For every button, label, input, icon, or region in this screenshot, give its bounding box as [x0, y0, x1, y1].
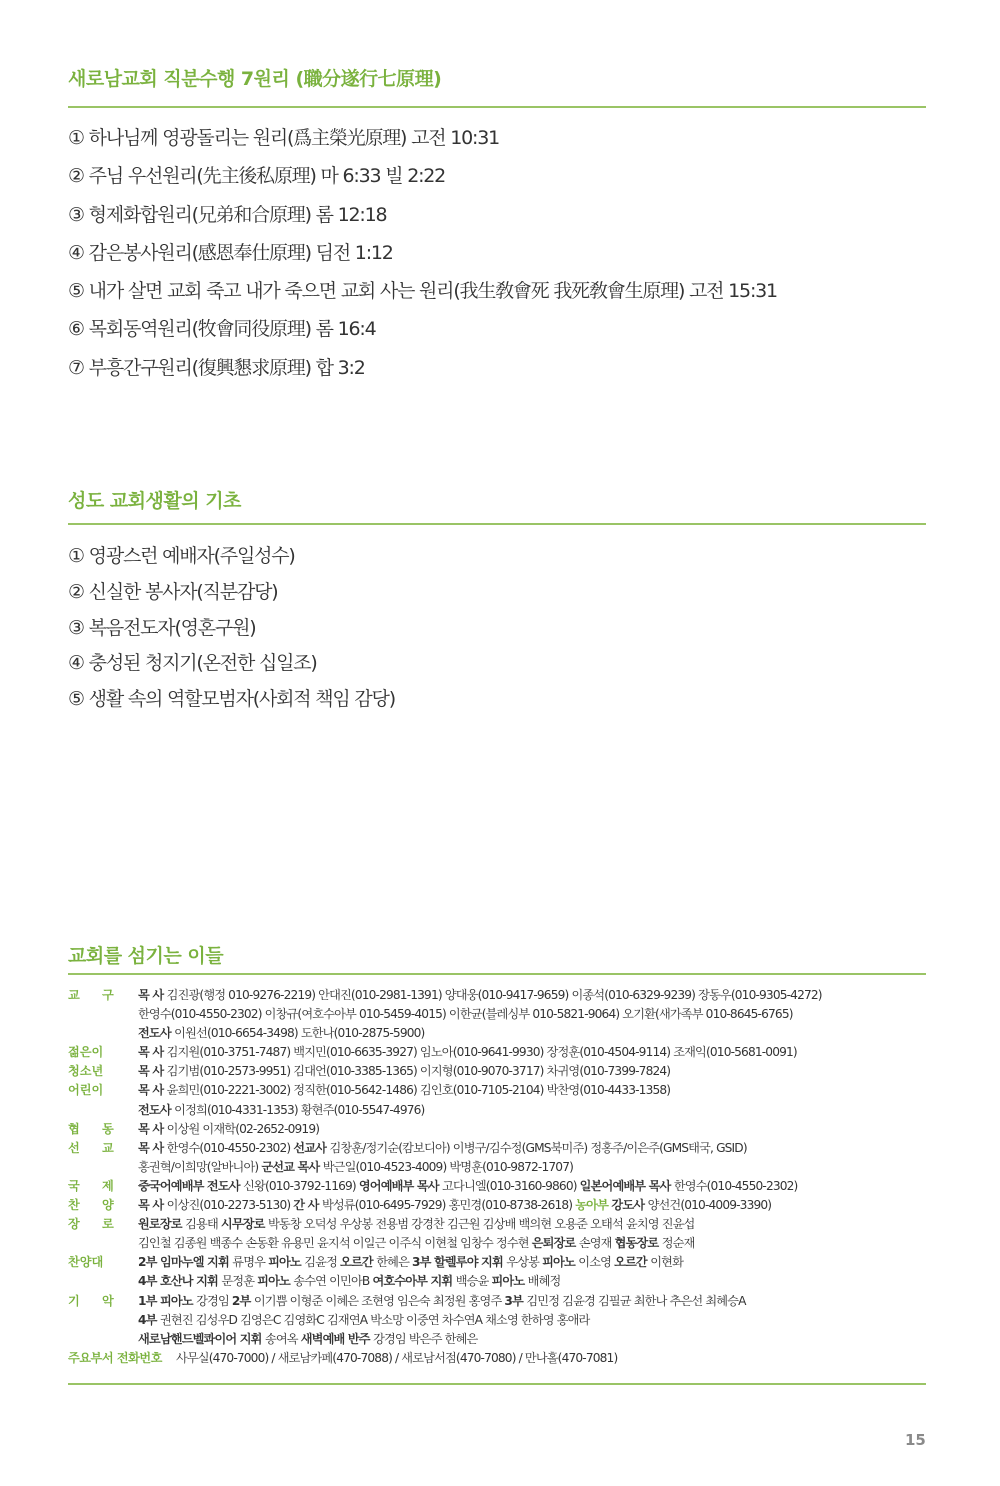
staff-row: [68, 1177, 928, 1196]
staff-role: 간 사: [293, 1198, 322, 1213]
basics-list: [68, 539, 395, 718]
staff-row: [68, 1196, 928, 1215]
staff-row: [68, 1253, 928, 1291]
staff-role: 일본어예배부 목사: [579, 1178, 674, 1193]
staff-role: 피아노: [542, 1255, 579, 1270]
staff-line: [138, 1081, 928, 1100]
staff-names: 한영수(010-4550-2302) 이창규(여호수아부 010-5459-4015) 이한균(블레싱부 010-5821-9064) 오기환(새가족부 010-8645-6765): [138, 1007, 793, 1022]
staff-names: 한영수(010-4550-2302): [166, 1140, 294, 1155]
staff-role: 선교사: [293, 1140, 330, 1155]
staff-role: 새로남핸드벨콰이어 지휘: [138, 1331, 265, 1346]
staff-names: 김용태: [185, 1217, 221, 1232]
staff-names: 우상봉: [506, 1255, 543, 1270]
staff-row-lines: [138, 1196, 928, 1215]
staff-directory: [68, 986, 928, 1368]
staff-names: 배혜정: [527, 1274, 561, 1289]
list-item: ⑦ 부흥간구원리(復興懇求原理) 합 3:2: [68, 356, 365, 379]
staff-role: 여호수아부 지휘: [372, 1274, 456, 1289]
staff-names: 이원선(010-6654-3498) 도한나(010-2875-5900): [174, 1026, 425, 1041]
list-item: ② 신실한 봉사자(직분감당): [68, 580, 278, 603]
list-item: ⑥ 목회동역원리(牧會同役原理) 롬 16:4: [68, 318, 376, 341]
staff-names: 이상진(010-2273-5130): [166, 1198, 294, 1213]
staff-role: 오르간: [614, 1255, 651, 1270]
staff-row: [68, 1043, 928, 1062]
staff-role: 목 사: [138, 1198, 167, 1213]
staff-names: 이상원 이재학(02-2652-0919): [166, 1121, 320, 1136]
staff-names: 이정희(010-4331-1353) 황현주(010-5547-4976): [174, 1102, 425, 1117]
staff-names: 박근일(010-4523-4009) 박명훈(010-9872-1707): [322, 1159, 573, 1174]
staff-role: 중국어예배부 전도사: [138, 1178, 244, 1193]
staff-role: 전도사: [138, 1026, 175, 1041]
principles-list: [68, 119, 777, 387]
basics-divider: [68, 523, 926, 525]
staff-row-label: 선 교: [68, 1140, 123, 1155]
staff-row-lines: [138, 1292, 928, 1349]
staff-names: 한혜은: [376, 1255, 413, 1270]
phone-row: [68, 1349, 928, 1368]
staff-names: 김민정 김윤경 김필균 최한나 추은선 최혜승A: [526, 1293, 746, 1308]
list-item: ④ 감은봉사원리(感恩奉仕原理) 딤전 1:12: [68, 241, 393, 264]
staff-names: 이기쁨 이형준 이혜은 조현영 임은숙 최정원 홍영주: [253, 1293, 505, 1308]
phone-numbers: 사무실(470-7000) / 새로남카페(470-7088) / 새로남서점(470-7080) / 만나홀(470-7081): [175, 1350, 618, 1365]
staff-role: 목 사: [138, 1064, 167, 1079]
basics-title: 성도 교회생활의 기초: [68, 490, 241, 512]
staff-role: 4부 호산나 지휘: [138, 1274, 222, 1289]
principles-title: 새로남교회 직분수행 7원리 (職分遂行七原理): [68, 68, 442, 90]
staff-row: [68, 1062, 928, 1081]
staff-role: 피아노: [257, 1274, 294, 1289]
staff-row-lines: [138, 1081, 928, 1119]
staff-line: [138, 1253, 928, 1272]
staff-line: [138, 1234, 928, 1253]
staff-row: [68, 1081, 928, 1119]
list-item: ⑤ 내가 살면 교회 죽고 내가 죽으면 교회 사는 원리(我生敎會死 我死敎會生原理) 고전 15:31: [68, 280, 777, 303]
staff-row: [68, 986, 928, 1043]
staff-row-label: 국 제: [68, 1178, 123, 1193]
staff-role: 3부 할렐루야 지휘: [412, 1255, 507, 1270]
staff-names: 박동창 오덕성 우상봉 전용범 강경찬 김근원 김상배 백의현 오용준 오태석 윤치영 진윤섭: [267, 1217, 695, 1232]
staff-row-lines: [138, 1062, 928, 1081]
staff-row: [68, 1139, 928, 1177]
staff-role: 새벽예배 반주: [300, 1331, 374, 1346]
staff-line: [138, 1196, 928, 1215]
staff-role: 목 사: [138, 1083, 167, 1098]
staff-row-label: 어린이: [68, 1083, 104, 1098]
staff-names: 김기범(010-2573-9951) 김대언(010-3385-1365) 이지형(010-9070-3717) 차귀영(010-7399-7824): [166, 1064, 671, 1079]
staff-line: [138, 1215, 928, 1234]
staff-names: 문정훈: [221, 1274, 258, 1289]
staff-line: [138, 1139, 928, 1158]
staff-names: 류명우: [232, 1255, 269, 1270]
staff-names: 손영재: [578, 1236, 615, 1251]
staff-names: 정순재: [661, 1236, 695, 1251]
staff-line: [138, 1005, 928, 1024]
staff-names: 신왕(010-3792-1169): [243, 1178, 359, 1193]
staff-role: 전도사: [138, 1102, 175, 1117]
staff-line: [138, 1024, 928, 1043]
staff-role: 은퇴장로: [531, 1236, 579, 1251]
staff-row-label: 청소년: [68, 1064, 104, 1079]
staff-role: 1부 피아노: [138, 1293, 197, 1308]
staff-line: [138, 1272, 928, 1291]
staff-names: 송여옥: [264, 1331, 301, 1346]
staff-names: 김윤정: [304, 1255, 341, 1270]
staff-row-lines: [138, 1215, 928, 1253]
staff-names: 김진광(행정 010-9276-2219) 안대진(010-2981-1391) 양대웅(010-9417-9659) 이종석(010-6329-9239) 장동우(010-9305-4272): [166, 988, 822, 1002]
staff-line: [138, 986, 928, 1005]
list-item: ③ 형제화합원리(兄弟和合原理) 롬 12:18: [68, 203, 387, 226]
staff-row-lines: [138, 1139, 928, 1177]
staff-line: [138, 1120, 928, 1139]
staff-role: 목 사: [138, 988, 167, 1002]
staff-role: 영어예배부 목사: [358, 1178, 443, 1193]
staff-rows: [68, 986, 928, 1349]
staff-names: 송수연 이민아B: [293, 1274, 373, 1289]
staff-role: 원로장로: [138, 1217, 186, 1232]
staff-role: 3부: [504, 1293, 527, 1308]
staff-divider: [68, 973, 926, 975]
staff-row: [68, 1292, 928, 1349]
staff-names: 백승윤: [455, 1274, 492, 1289]
staff-names: 고다니엘(010-3160-9860): [442, 1178, 580, 1193]
staff-row: [68, 1120, 928, 1139]
staff-role: 피아노: [268, 1255, 305, 1270]
staff-row-label: 교 구: [68, 988, 123, 1002]
staff-names: 양선건(010-4009-3390): [647, 1198, 772, 1213]
staff-line: [138, 1101, 928, 1120]
phone-label: 주요부서 전화번호: [68, 1350, 162, 1365]
staff-names: 강경임 박은주 한혜은: [373, 1331, 478, 1346]
staff-row-lines: [138, 986, 928, 1043]
staff-role: 농아부: [575, 1198, 612, 1213]
staff-role: 2부 임마누엘 지휘: [138, 1255, 233, 1270]
staff-line: [138, 1158, 928, 1177]
page-number: 15: [905, 1431, 926, 1449]
staff-row-label: 찬 양: [68, 1198, 123, 1213]
list-item: ③ 복음전도자(영혼구원): [68, 616, 256, 639]
staff-role: 강도사: [611, 1198, 648, 1213]
staff-names: 권현진 김성우D 김영은C 김영화C 김재연A 박소망 이중연 차수연A 채소영 한하영 홍애라: [159, 1312, 590, 1327]
staff-line: [138, 1062, 928, 1081]
staff-role: 피아노: [491, 1274, 528, 1289]
staff-role: 목 사: [138, 1121, 167, 1136]
staff-names: 한영수(010-4550-2302): [673, 1178, 798, 1193]
staff-title: 교회를 섬기는 이들: [68, 945, 224, 967]
staff-row-lines: [138, 1177, 928, 1196]
principles-divider: [68, 106, 926, 108]
staff-role: 2부: [231, 1293, 254, 1308]
staff-role: 목 사: [138, 1140, 167, 1155]
staff-row-label: 젊은이: [68, 1045, 104, 1060]
staff-role: 협동장로: [614, 1236, 662, 1251]
staff-line: [138, 1292, 928, 1311]
staff-role: 군선교 목사: [261, 1159, 323, 1174]
staff-names: 홍권혁/이희망(알바니아): [138, 1159, 262, 1174]
staff-row-label: 협 동: [68, 1121, 123, 1136]
staff-names: 이현화: [650, 1255, 684, 1270]
list-item: ④ 충성된 청지기(온전한 십일조): [68, 652, 317, 675]
staff-names: 김지원(010-3751-7487) 백지민(010-6635-3927) 임노아(010-9641-9930) 장정훈(010-4504-9114) 조재익(010-5681-0091): [166, 1045, 797, 1060]
staff-row-lines: [138, 1120, 928, 1139]
staff-row-lines: [138, 1253, 928, 1291]
staff-role: 오르간: [340, 1255, 377, 1270]
staff-names: 이소영: [578, 1255, 615, 1270]
list-item: ① 하나님께 영광돌리는 원리(爲主榮光原理) 고전 10:31: [68, 127, 500, 149]
staff-names: 박성류(010-6495-7929) 홍민경(010-8738-2618): [321, 1198, 576, 1213]
staff-names: 김창훈/정기순(캄보디아) 이병구/김수정(GMS북미주) 정홍주/이은주(GMS태국, GSID): [329, 1140, 747, 1155]
staff-role: 시무장로: [220, 1217, 268, 1232]
staff-row-label: 찬양대: [68, 1255, 104, 1270]
list-item: ① 영광스런 예배자(주일성수): [68, 545, 295, 567]
list-item: ⑤ 생활 속의 역할모범자(사회적 책임 감당): [68, 688, 395, 711]
staff-line: [138, 1177, 928, 1196]
staff-names: 윤희민(010-2221-3002) 정직한(010-5642-1486) 김인호(010-7105-2104) 박찬영(010-4433-1358): [166, 1083, 671, 1098]
bottom-divider: [68, 1383, 926, 1385]
staff-names: 김인철 김종원 백종수 손동환 유용민 윤지석 이일근 이주식 이현철 임창수 정수현: [138, 1236, 532, 1251]
staff-row-label: 기 악: [68, 1293, 123, 1308]
staff-line: [138, 1311, 928, 1330]
staff-line: [138, 1043, 928, 1062]
staff-row-label: 장 로: [68, 1217, 123, 1232]
list-item: ② 주님 우선원리(先主後私原理) 마 6:33 빌 2:22: [68, 165, 446, 188]
staff-names: 강경임: [196, 1293, 232, 1308]
staff-role: 목 사: [138, 1045, 167, 1060]
staff-row-lines: [138, 1043, 928, 1062]
staff-line: [138, 1330, 928, 1349]
staff-row: [68, 1215, 928, 1253]
staff-role: 4부: [138, 1312, 160, 1327]
